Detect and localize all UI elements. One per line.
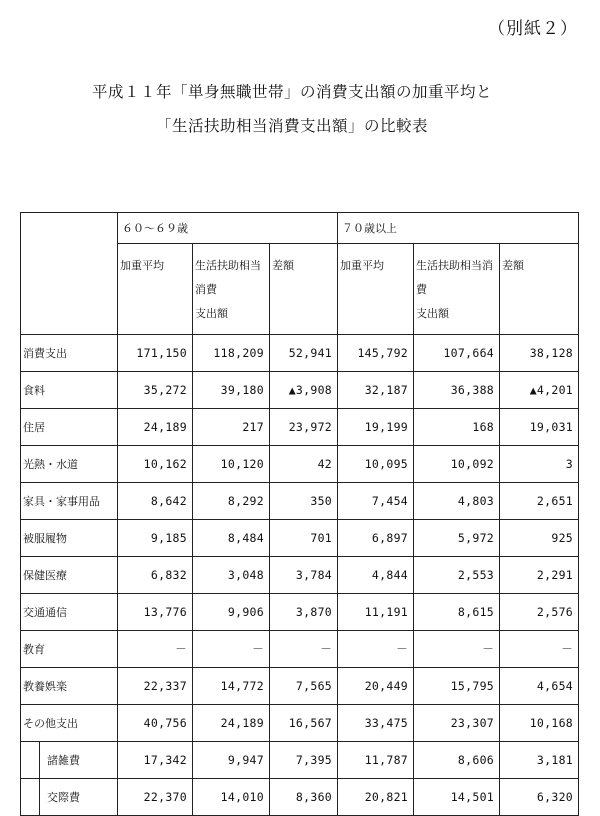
table-row [21, 668, 579, 705]
table-cell: 9,185 [118, 520, 193, 557]
table-cell: 22,337 [118, 668, 193, 705]
table-cell: 15,795 [414, 668, 500, 705]
table-row [21, 409, 579, 446]
table-row [21, 520, 579, 557]
row-label: 被服履物 [21, 520, 118, 557]
table-cell: 10,120 [193, 446, 270, 483]
table-row [21, 594, 579, 631]
table-cell: 13,776 [118, 594, 193, 631]
row-label: 光熱・水道 [21, 446, 118, 483]
table-cell: － [193, 631, 270, 668]
table-cell: 7,565 [270, 668, 338, 705]
col-header-weighted-avg: 加重平均 [338, 244, 414, 335]
table-cell: － [118, 631, 193, 668]
table-cell: 8,484 [193, 520, 270, 557]
col-header-assist: 生活扶助相当消費 支出額 [414, 244, 500, 335]
table-cell: 2,553 [414, 557, 500, 594]
table-row [21, 779, 579, 816]
table-cell: 4,654 [500, 668, 579, 705]
table-cell: 24,189 [118, 409, 193, 446]
table-cell: 8,615 [414, 594, 500, 631]
table-cell: 3 [500, 446, 579, 483]
table-cell: 6,320 [500, 779, 579, 816]
table-row [21, 446, 579, 483]
table-row [21, 742, 579, 779]
table-cell: 23,307 [414, 705, 500, 742]
table-cell: 10,162 [118, 446, 193, 483]
table-cell: 118,209 [193, 335, 270, 372]
table-cell: 17,342 [118, 742, 193, 779]
table-cell: 8,606 [414, 742, 500, 779]
table-cell: 14,772 [193, 668, 270, 705]
table-cell: 2,291 [500, 557, 579, 594]
table-cell: ▲3,908 [270, 372, 338, 409]
table-cell: 107,664 [414, 335, 500, 372]
table-cell: 9,906 [193, 594, 270, 631]
table-row [21, 372, 579, 409]
table-cell: 6,897 [338, 520, 414, 557]
table-cell: 4,803 [414, 483, 500, 520]
table-cell: － [338, 631, 414, 668]
row-label: その他支出 [21, 705, 118, 742]
table-cell: 925 [500, 520, 579, 557]
table-cell: 33,475 [338, 705, 414, 742]
row-label: 交際費 [21, 779, 118, 816]
table-cell: 24,189 [193, 705, 270, 742]
table-row [21, 335, 579, 372]
page-title-line2: 「生活扶助相当消費支出額」の比較表 [155, 117, 428, 135]
header-corner [21, 213, 118, 335]
table-cell: 217 [193, 409, 270, 446]
row-label: 食料 [21, 372, 118, 409]
row-label: 住居 [21, 409, 118, 446]
table-cell: 10,168 [500, 705, 579, 742]
table-cell: 3,870 [270, 594, 338, 631]
table-cell: 3,181 [500, 742, 579, 779]
table-cell: 7,395 [270, 742, 338, 779]
row-label: 教養娯楽 [21, 668, 118, 705]
table-cell: 4,844 [338, 557, 414, 594]
page-title-line1: 平成１１年「単身無職世帯」の消費支出額の加重平均と [91, 83, 492, 101]
col-header-assist: 生活扶助相当消費 支出額 [193, 244, 270, 335]
table-cell: － [500, 631, 579, 668]
table-cell: 350 [270, 483, 338, 520]
table-cell: 6,832 [118, 557, 193, 594]
row-label: 教育 [21, 631, 118, 668]
table-cell: 2,651 [500, 483, 579, 520]
table-cell: 8,292 [193, 483, 270, 520]
table-cell: 8,642 [118, 483, 193, 520]
table-cell: 22,370 [118, 779, 193, 816]
table-cell: 23,972 [270, 409, 338, 446]
row-label: 家具・家事用品 [21, 483, 118, 520]
table-cell: 11,787 [338, 742, 414, 779]
table-cell: 36,388 [414, 372, 500, 409]
table-cell: 42 [270, 446, 338, 483]
row-label: 諸雑費 [21, 742, 118, 779]
table-cell: － [414, 631, 500, 668]
table-cell: 3,048 [193, 557, 270, 594]
table-row [21, 557, 579, 594]
table-cell: 20,821 [338, 779, 414, 816]
table-cell: 19,031 [500, 409, 579, 446]
row-label: 消費支出 [21, 335, 118, 372]
table-cell: 39,180 [193, 372, 270, 409]
row-label: 保健医療 [21, 557, 118, 594]
group-header-70-plus: ７０歳以上 [338, 213, 579, 244]
table-cell: 14,010 [193, 779, 270, 816]
table-cell: 20,449 [338, 668, 414, 705]
table-cell: 11,191 [338, 594, 414, 631]
table-cell: 9,947 [193, 742, 270, 779]
table-row [21, 631, 579, 668]
table-cell: 145,792 [338, 335, 414, 372]
table-cell: 10,092 [414, 446, 500, 483]
table-cell: 171,150 [118, 335, 193, 372]
col-header-diff: 差額 [270, 244, 338, 335]
table-cell: 19,199 [338, 409, 414, 446]
table-cell: 3,784 [270, 557, 338, 594]
table-cell: 40,756 [118, 705, 193, 742]
row-label: 交通通信 [21, 594, 118, 631]
col-header-weighted-avg: 加重平均 [118, 244, 193, 335]
table-row [21, 483, 579, 520]
table-cell: 14,501 [414, 779, 500, 816]
table-cell: 2,576 [500, 594, 579, 631]
attachment-label: （別紙２） [488, 19, 578, 39]
table-cell: 701 [270, 520, 338, 557]
table-cell: 32,187 [338, 372, 414, 409]
table-cell: 10,095 [338, 446, 414, 483]
table-row [21, 705, 579, 742]
table-cell: 16,567 [270, 705, 338, 742]
col-header-diff: 差額 [500, 244, 579, 335]
table-cell: 7,454 [338, 483, 414, 520]
table-cell: 5,972 [414, 520, 500, 557]
table-cell: ▲4,201 [500, 372, 579, 409]
table-cell: 168 [414, 409, 500, 446]
table-cell: 8,360 [270, 779, 338, 816]
table-cell: 35,272 [118, 372, 193, 409]
table-cell: 38,128 [500, 335, 579, 372]
table-cell: 52,941 [270, 335, 338, 372]
group-header-60-69: ６０～６９歳 [118, 213, 338, 244]
table-cell: － [270, 631, 338, 668]
comparison-table [20, 212, 579, 816]
